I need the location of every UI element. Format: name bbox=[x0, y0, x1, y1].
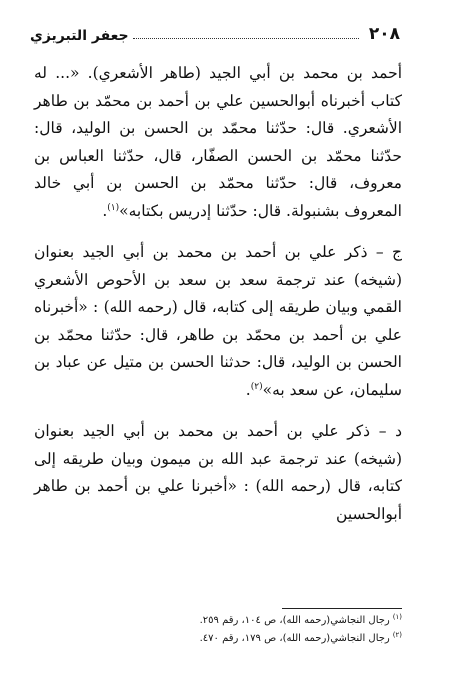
footnotes bbox=[34, 612, 402, 648]
paragraph-3-text: د – ذكر علي بن أحمد بن محمد بن أبي الجيد بعنوان (شيخه) عند ترجمة عبد الله بن ميمون وبيان طريقه إلى كتابه، قال (رحمه الله) : «أخبرنا علي بن أحمد بن طاهر أبوالحسين bbox=[34, 422, 402, 523]
page-number: ٢٠٨ bbox=[368, 24, 400, 44]
running-header bbox=[30, 22, 400, 44]
paragraph-1 bbox=[34, 60, 402, 225]
footnote-ref-1: (١) bbox=[107, 202, 120, 213]
running-title: جعفر التبريزي bbox=[30, 28, 129, 44]
footnote-1-text: رجال النجاشي(رحمه الله)، ص ١٠٤، رقم ٢٥٩. bbox=[199, 615, 390, 626]
footnote-1 bbox=[34, 612, 402, 630]
header-dotted-leader bbox=[133, 38, 359, 39]
paragraph-2 bbox=[34, 239, 402, 404]
footnote-separator bbox=[282, 608, 402, 609]
body-text bbox=[34, 60, 402, 528]
footnote-2 bbox=[34, 630, 402, 648]
paragraph-2-end: . bbox=[245, 380, 251, 399]
footnote-ref-2: (٢) bbox=[250, 381, 263, 392]
paragraph-2-text: ج – ذكر علي بن أحمد بن محمد بن أبي الجيد بعنوان (شيخه) عند ترجمة سعد بن سعد بن الأحوص الأشعري القمي وبيان طريقه إلى كتابه، قال (رحمه الله) : «أخبرناه علي بن أحمد بن محمّد بن طاهر، قال: حدّثنا محمّد بن الحسن بن الوليد، قال: حدثنا الحسن بن متيل عن عباد بن سليمان، عن سعد به» bbox=[34, 243, 402, 399]
footnote-2-number: (٢) bbox=[392, 630, 402, 639]
paragraph-1-text: أحمد بن محمد بن أبي الجيد (طاهر الأشعري). «... له كتاب أخبرناه أبوالحسين علي بن أحمد بن محمّد بن طاهر الأشعري. قال: حدّثنا محمّد بن الحسن بن الوليد، قال: حدّثنا محمّد بن الحسن الصفّار، قال، حدّثنا العباس بن معروف، قال: حدّثنا محمّد بن الحسن بن أبي خالد المعروف بشنبولة. قال: حدّثنا إدريس بكتابه» bbox=[34, 64, 402, 220]
paragraph-3 bbox=[34, 418, 402, 528]
footnote-2-text: رجال النجاشي(رحمه الله)، ص ١٧٩، رقم ٤٧٠. bbox=[199, 633, 390, 644]
paragraph-1-end: . bbox=[102, 201, 108, 220]
footnote-1-number: (١) bbox=[392, 612, 402, 621]
